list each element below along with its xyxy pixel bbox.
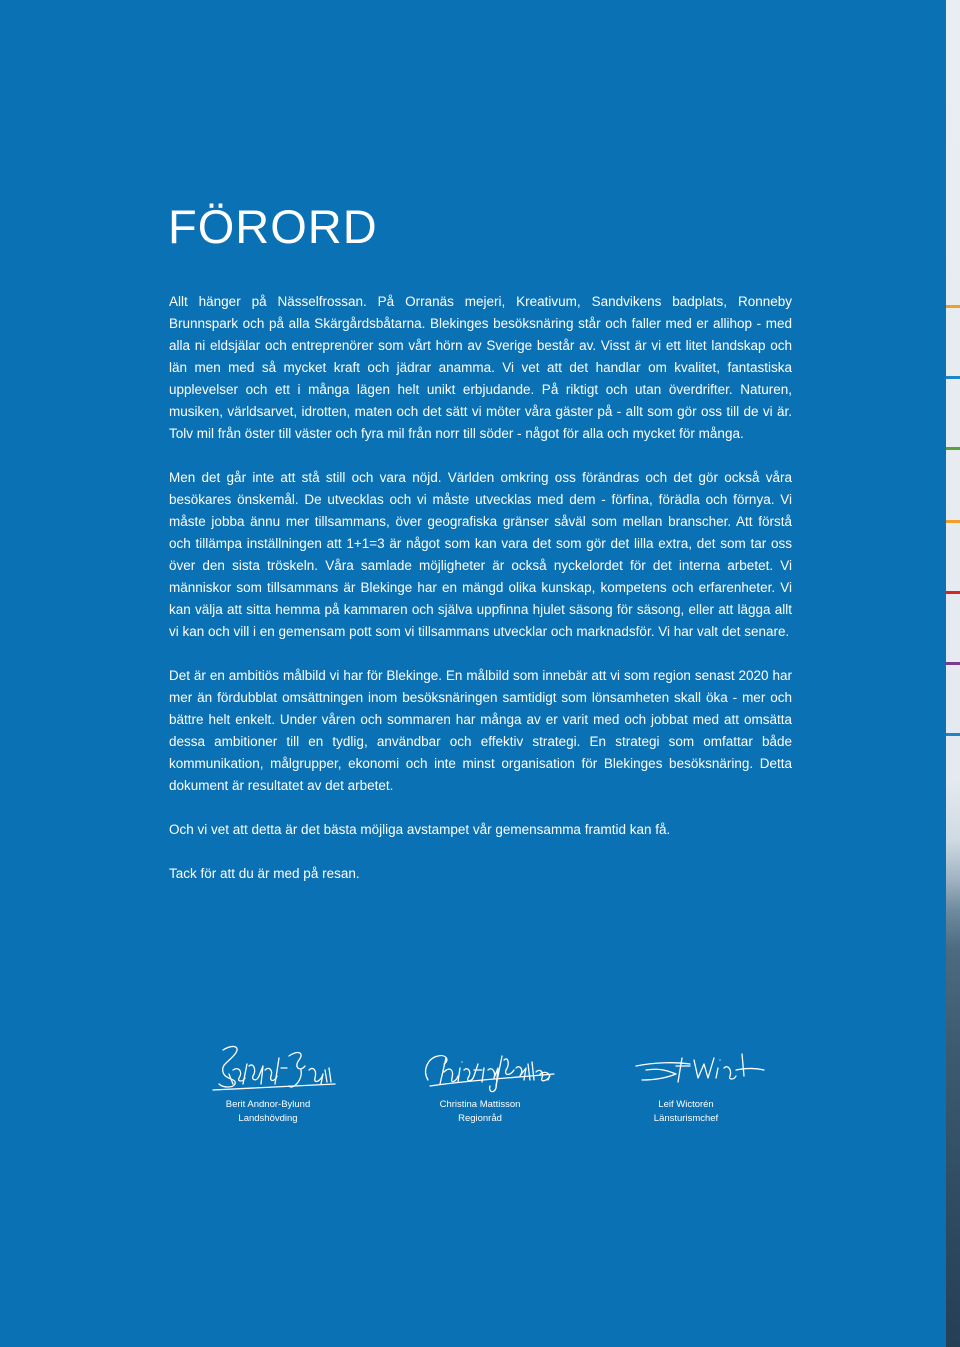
paragraph-2: Men det går inte att stå still och vara nöjd. Världen omkring oss förändras och det gör också våra besökares önskemål. De utvecklas och vi måste utvecklas med dem - förfina, förädla och förnya. Vi måste jobba ännu mer tillsammans, över geografiska gränser såväl som mellan branscher. Att förstå och tillämpa inställningen att 1+1=3 är något som kan vara det som gör det lilla extra, det som tar oss över den sista tröskeln. Våra samlade möjligheter är också nyckelordet för det interna arbetet. Vi människor som tillsammans är Blekinge har en mängd olika kunskap, kompetens och erfarenheter. Vi kan välja att sitta hemma på kammaren och själva uppfinna hjulet säsong för säsong, eller att lägga allt vi kan och vill i en gemensam pott som vi tillsammans utvecklar och marknadsför. Vi har valt det senare.: [169, 470, 792, 639]
color-tab-green: [946, 447, 960, 450]
color-tab-blue-2: [946, 733, 960, 736]
signatory-role-1: Landshövding: [238, 1113, 298, 1124]
signatory-name-2: Christina Mattisson: [439, 1099, 521, 1110]
cover-photo-edge: [946, 0, 960, 1347]
color-tab-orange: [946, 305, 960, 308]
signature-block-3: [586, 1040, 786, 1126]
color-tab-red: [946, 591, 960, 594]
signatory-name-1: Berit Andnor-Bylund: [225, 1099, 311, 1110]
color-tab-purple: [946, 662, 960, 665]
foreword-body: [169, 291, 792, 885]
signatory-role-3: Länsturismchef: [653, 1113, 719, 1124]
handwritten-signature-3: [606, 1040, 766, 1098]
paragraph-4: Och vi vet att detta är det bästa möjliga avstampet vår gemensamma framtid kan få.: [169, 822, 671, 837]
signature-block-1: [168, 1040, 368, 1126]
signatory-role-2: Regionråd: [458, 1113, 502, 1124]
signature-block-2: [380, 1040, 580, 1126]
page-title: FÖRORD: [168, 200, 378, 253]
signatory-name-3: Leif Wictorén: [658, 1099, 714, 1110]
color-tab-blue: [946, 376, 960, 379]
paragraph-3: Det är en ambitiös målbild vi har för Blekinge. En målbild som innebär att vi som region senast 2020 har mer än fördubblat omsättningen inom besöksnäringen samtidigt som lönsamheten skall öka - mer och bättre helt enkelt. Under våren och sommaren har många av er varit med och jobbat med att omsätta dessa ambitioner till en tydlig, användbar och effektiv strategi. En strategi som omfattar både kommunikation, målgrupper, ekonomi och inte minst organisation för Blekinges besöksnäring. Detta dokument är resultatet av det arbetet.: [169, 668, 792, 793]
paragraph-5: Tack för att du är med på resan.: [169, 866, 360, 881]
handwritten-signature-1: [193, 1040, 343, 1098]
handwritten-signature-2: [400, 1040, 560, 1098]
color-tab-orange-2: [946, 520, 960, 523]
paragraph-1: Allt hänger på Nässelfrossan. På Orranäs mejeri, Kreativum, Sandvikens badplats, Ronneby Brunnspark och på alla Skärgårdsbåtarna. Blekinges besöksnäring står och faller med er allihop - med alla ni eldsjälar och entreprenörer som vårt hörn av Sverige består av. Visst är vi ett litet landskap och län men med så mycket kraft och jädrar anamma. Vi vet att det handlar om kvalitet, fantastiska upplevelser och ett i många lägen helt unikt erbjudande. På riktigt och utan överdrifter. Naturen, musiken, världsarvet, idrotten, maten och det sätt vi möter våra gäster på - allt som gör oss till de vi är. Tolv mil från öster till väster och fyra mil från norr till söder - något för alla och mycket för många.: [169, 294, 792, 441]
